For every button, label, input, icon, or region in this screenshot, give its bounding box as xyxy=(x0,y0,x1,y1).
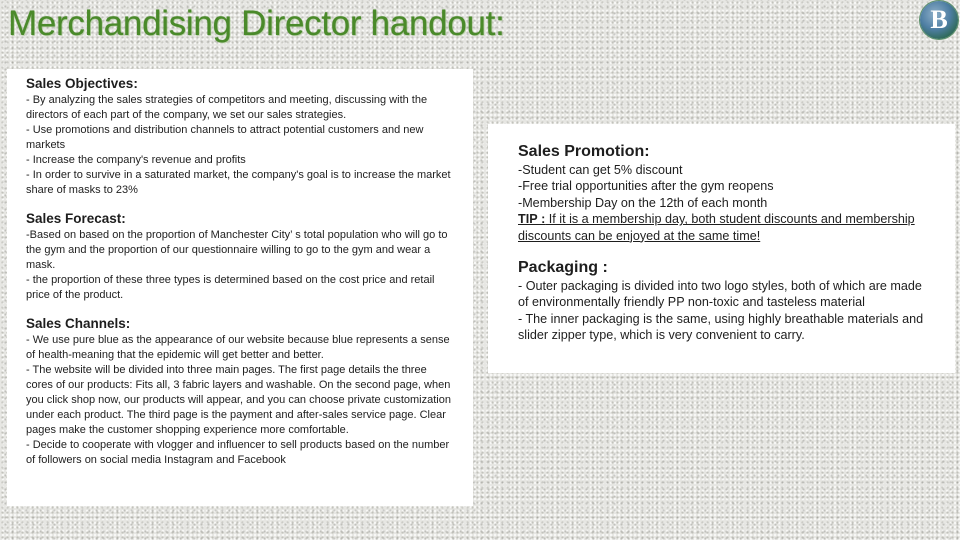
brand-logo-icon xyxy=(920,1,958,39)
sales-objectives-heading: Sales Objectives: xyxy=(26,76,138,91)
sales-forecast-heading: Sales Forecast: xyxy=(26,211,126,226)
packaging-line: - Outer packaging is divided into two logo styles, both of which are made of environmentally friendly PP non-toxic and tasteless material xyxy=(518,279,922,310)
sales-forecast-line: -Based on based on the proportion of Manchester City’ s total population who will go to the gym and the proportion of our questionnaire willing to go to the gym and wear a mask. xyxy=(26,229,448,271)
sales-promotion-heading: Sales Promotion: xyxy=(518,143,650,160)
sales-forecast-line: - the proportion of these three types is determined based on the cost price and retail price of the product. xyxy=(26,274,435,301)
packaging-line: - The inner packaging is the same, using highly breathable materials and slider zipper type, which is very convenient to carry. xyxy=(518,311,924,343)
sales-promotion-line: -Membership Day on the 12th of each month xyxy=(518,195,768,210)
left-text-panel xyxy=(7,69,473,506)
packaging-heading: Packaging : xyxy=(518,259,608,277)
sales-promotion-line: -Student can get 5% discount xyxy=(518,163,683,177)
logo-letter: B xyxy=(930,5,948,34)
sales-objectives-line: - Increase the company's revenue and profits xyxy=(26,154,246,166)
tip-text: If it is a membership day, both student discounts and membership discounts can be enjoyed at the same time! xyxy=(518,212,915,243)
sales-objectives-line: - Use promotions and distribution channels to attract potential customers and new markets xyxy=(26,124,424,151)
sales-channels-heading: Sales Channels: xyxy=(26,316,131,331)
sales-channels-line: - The website will be divided into three main pages. The first page details the three cores of our products: Fits all, 3 fabric layers and washable. On the second page, when you click shop now, our products will appear, and you can choose private customization under each product. The third page is the payment and after-sales service page. Clear pages make the customer shopping experience more comfortable. xyxy=(26,364,451,436)
page-title: Merchandising Director handout: xyxy=(8,4,505,43)
sales-channels-line: - Decide to cooperate with vlogger and influencer to sell products based on the number of followers on social media Instagram and Facebook xyxy=(26,439,450,466)
right-text-panel xyxy=(488,124,955,373)
sales-objectives-line: - In order to survive in a saturated market, the company's goal is to increase the market share of masks to 23% xyxy=(26,169,451,196)
tip-label: TIP : xyxy=(518,212,546,227)
sales-promotion-line: -Free trial opportunities after the gym reopens xyxy=(518,179,774,194)
sales-channels-line: - We use pure blue as the appearance of our website because blue represents a sense of health-meaning that the epidemic will get better and better. xyxy=(26,334,450,361)
promotion-tip xyxy=(518,211,935,244)
sales-objectives-line: - By analyzing the sales strategies of competitors and meeting, discussing with the directors of each part of the company, we set our sales strategies. xyxy=(26,94,428,121)
